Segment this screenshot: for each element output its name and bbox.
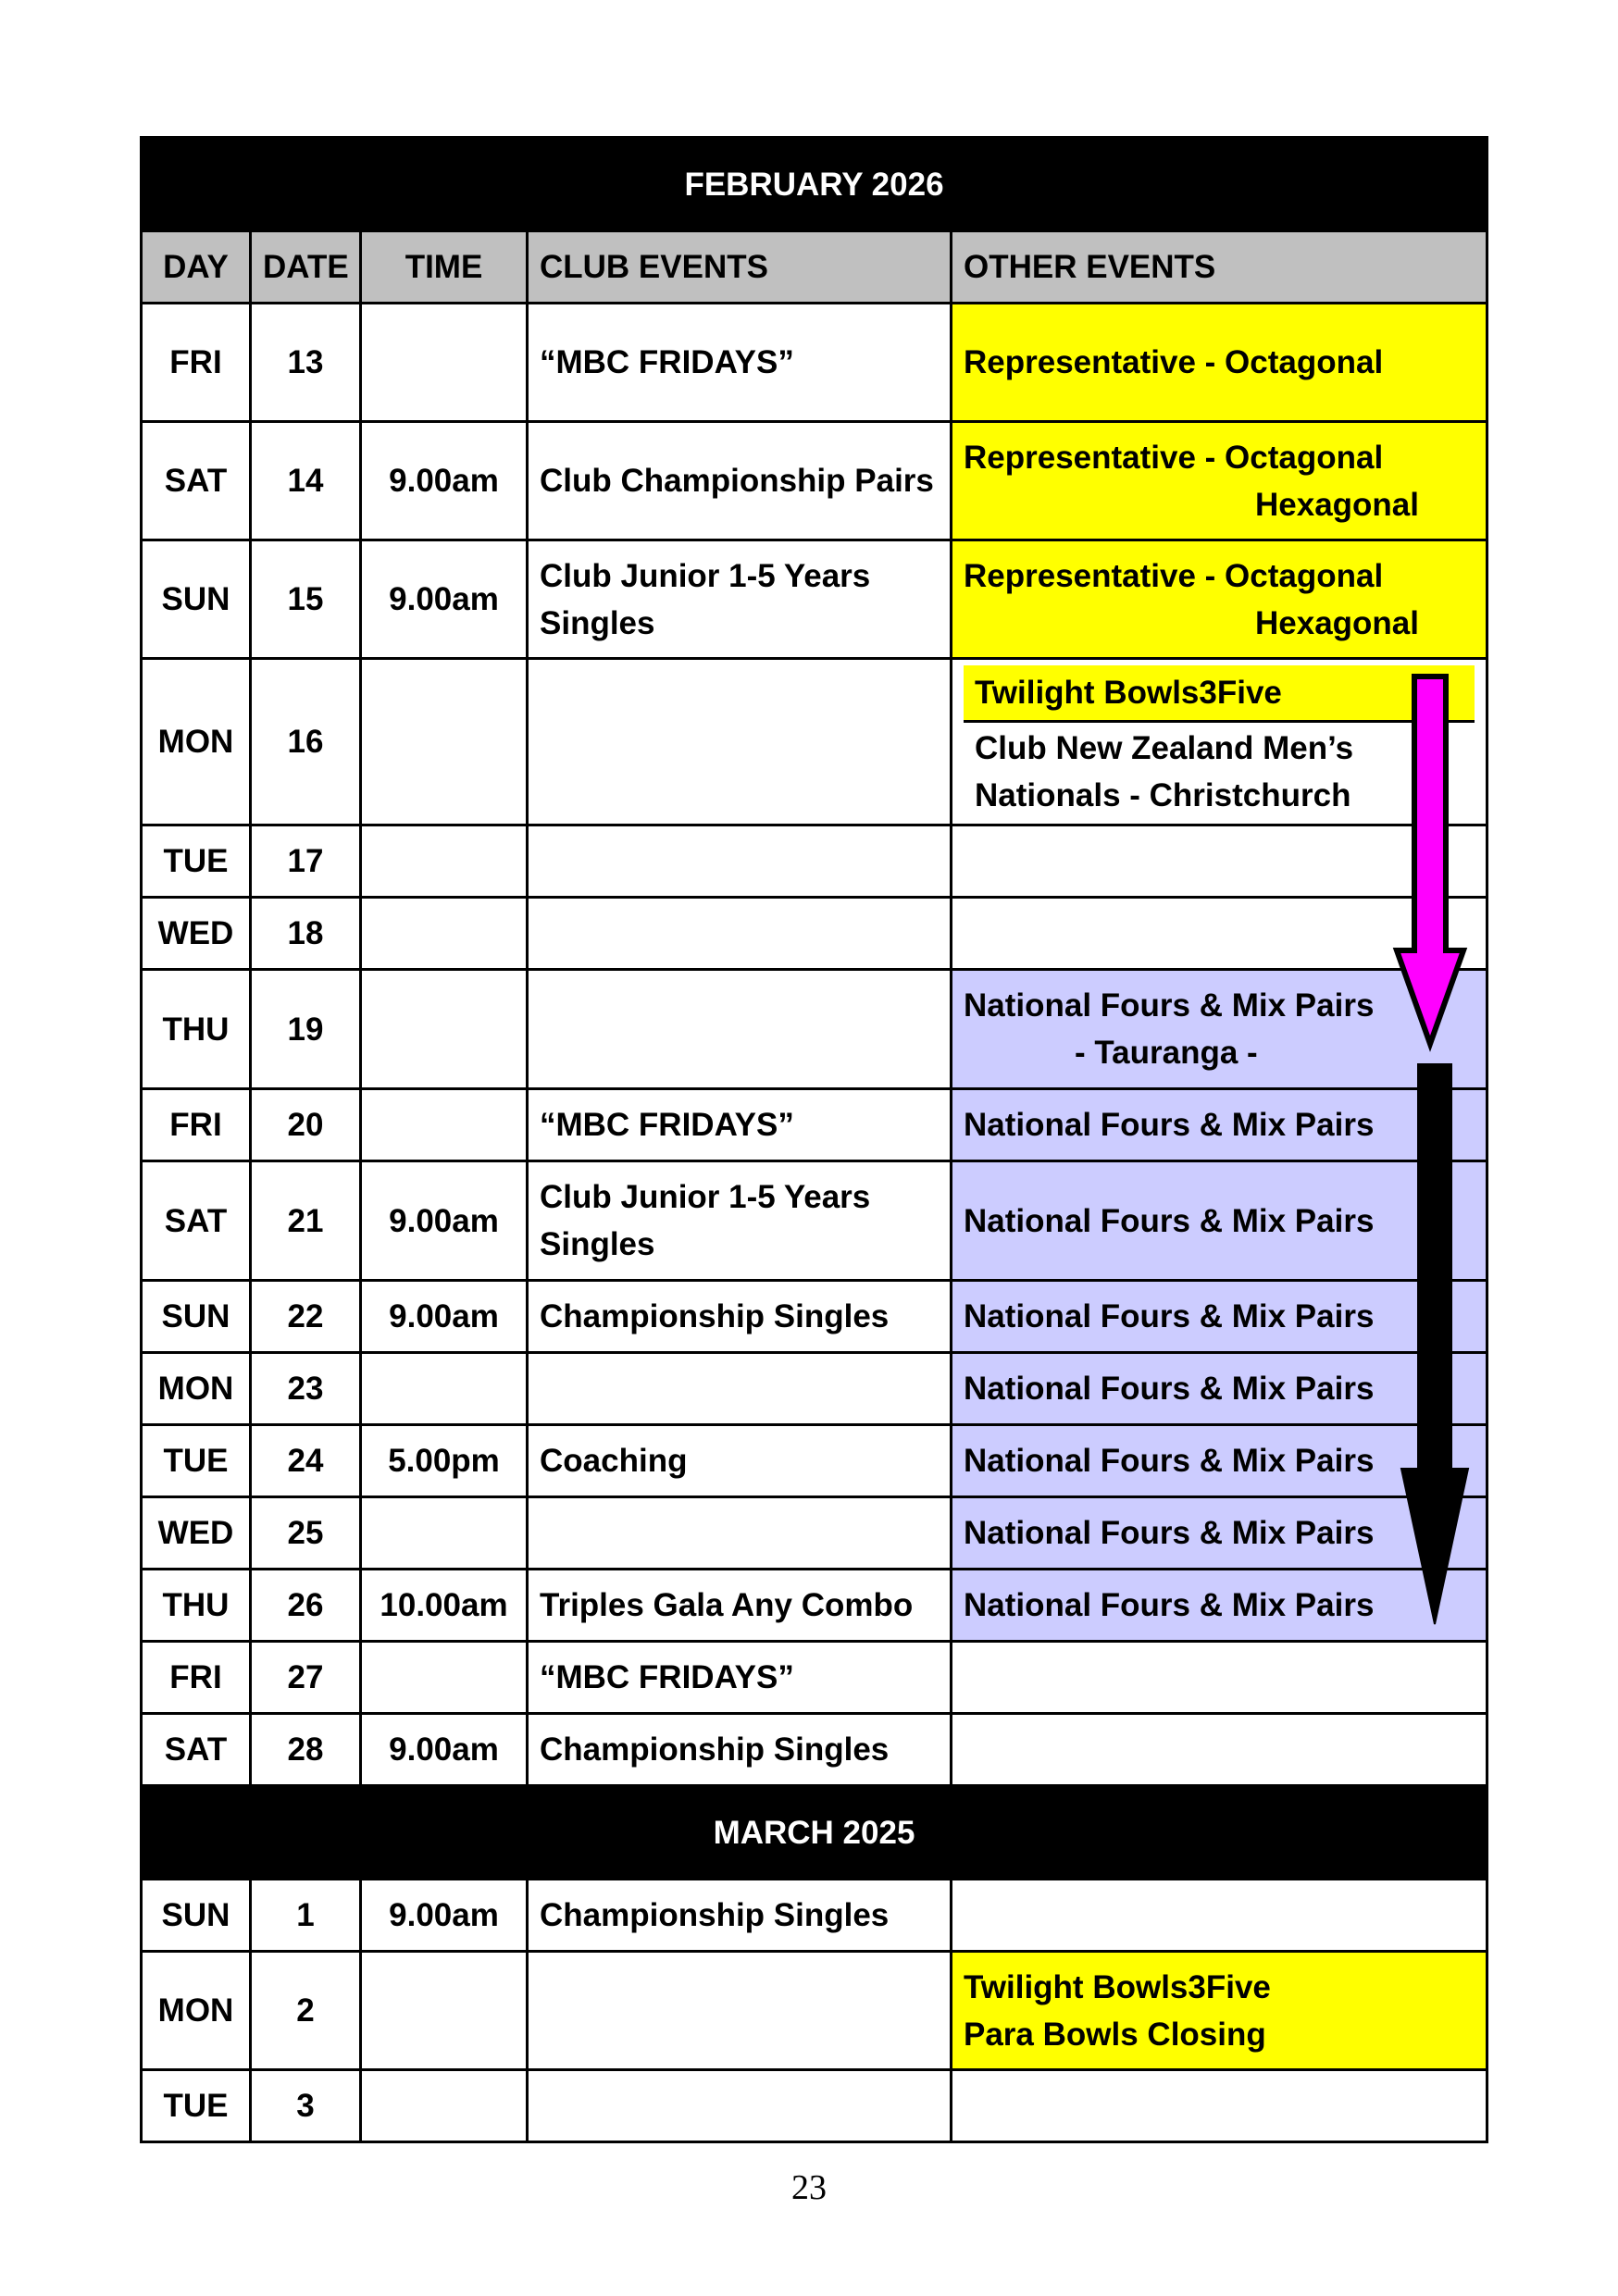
time-cell: 9.00am <box>361 1281 528 1353</box>
day-cell: WED <box>142 898 251 970</box>
time-cell: 9.00am <box>361 540 528 659</box>
table-row <box>142 970 1487 1089</box>
date-cell: 13 <box>251 304 361 422</box>
table-row <box>142 1089 1487 1161</box>
time-cell <box>361 898 528 970</box>
month-header-february <box>142 138 1487 231</box>
other-event-cell <box>952 1952 1487 2070</box>
table-row <box>142 422 1487 540</box>
time-cell <box>361 1353 528 1425</box>
date-cell: 24 <box>251 1425 361 1497</box>
day-cell: MON <box>142 659 251 825</box>
date-cell: 19 <box>251 970 361 1089</box>
table-row <box>142 1714 1487 1786</box>
club-event-cell: Championship Singles <box>528 1281 952 1353</box>
date-cell: 3 <box>251 2070 361 2142</box>
month-title: MARCH 2025 <box>142 1786 1487 1880</box>
other-event-line: Representative - Octagonal <box>964 557 1384 594</box>
time-cell <box>361 1952 528 2070</box>
date-cell: 14 <box>251 422 361 540</box>
table-row <box>142 1281 1487 1353</box>
date-cell: 25 <box>251 1497 361 1570</box>
table-row <box>142 898 1487 970</box>
day-cell: SUN <box>142 1281 251 1353</box>
time-cell: 9.00am <box>361 1880 528 1952</box>
day-cell: FRI <box>142 1089 251 1161</box>
other-event-line: National Fours & Mix Pairs <box>964 987 1375 1024</box>
page-number: 23 <box>791 2168 827 2207</box>
date-cell: 26 <box>251 1570 361 1642</box>
table-row <box>142 1497 1487 1570</box>
table-row <box>142 659 1487 825</box>
time-cell <box>361 970 528 1089</box>
club-event-cell <box>528 1952 952 2070</box>
table-row <box>142 304 1487 422</box>
other-event-line: Hexagonal <box>1255 604 1419 641</box>
time-cell: 9.00am <box>361 1714 528 1786</box>
day-cell: TUE <box>142 825 251 898</box>
other-event-cell: National Fours & Mix Pairs <box>952 1281 1487 1353</box>
other-event-cell <box>952 540 1487 659</box>
day-cell: WED <box>142 1497 251 1570</box>
date-cell: 27 <box>251 1642 361 1714</box>
day-cell: MON <box>142 1353 251 1425</box>
table-row <box>142 1353 1487 1425</box>
date-cell: 21 <box>251 1161 361 1281</box>
date-cell: 20 <box>251 1089 361 1161</box>
table-row <box>142 1425 1487 1497</box>
table-row <box>142 1642 1487 1714</box>
club-event-cell: “MBC FRIDAYS” <box>528 1642 952 1714</box>
other-event-cell: National Fours & Mix Pairs <box>952 1425 1487 1497</box>
other-event-cell <box>952 659 1487 825</box>
day-cell: TUE <box>142 1425 251 1497</box>
table-row <box>142 1952 1487 2070</box>
other-event-cell <box>952 898 1487 970</box>
club-event-cell <box>528 825 952 898</box>
other-event-highlight: Twilight Bowls3Five <box>964 665 1475 723</box>
date-cell: 15 <box>251 540 361 659</box>
club-event-cell: Championship Singles <box>528 1880 952 1952</box>
day-cell: SUN <box>142 540 251 659</box>
time-cell <box>361 2070 528 2142</box>
date-cell: 1 <box>251 1880 361 1952</box>
other-event-cell <box>952 2070 1487 2142</box>
club-event-cell: Triples Gala Any Combo <box>528 1570 952 1642</box>
date-cell: 18 <box>251 898 361 970</box>
column-header-row <box>142 231 1487 304</box>
date-cell: 28 <box>251 1714 361 1786</box>
date-cell: 2 <box>251 1952 361 2070</box>
day-cell: SAT <box>142 422 251 540</box>
club-event-cell <box>528 1497 952 1570</box>
day-cell: SAT <box>142 1714 251 1786</box>
time-cell <box>361 1497 528 1570</box>
events-calendar-table <box>140 136 1488 2143</box>
time-cell: 9.00am <box>361 422 528 540</box>
other-event-line: Twilight Bowls3Five <box>964 1968 1271 2005</box>
time-cell: 5.00pm <box>361 1425 528 1497</box>
other-event-cell: National Fours & Mix Pairs <box>952 1353 1487 1425</box>
date-cell: 23 <box>251 1353 361 1425</box>
other-event-cell <box>952 422 1487 540</box>
other-event-cell: National Fours & Mix Pairs <box>952 1497 1487 1570</box>
table-row <box>142 1570 1487 1642</box>
other-events-column-header: OTHER EVENTS <box>952 231 1487 304</box>
club-event-cell: Club Junior 1-5 Years Singles <box>528 1161 952 1281</box>
day-cell: SAT <box>142 1161 251 1281</box>
table-row <box>142 1161 1487 1281</box>
club-event-cell: Club Junior 1-5 Years Singles <box>528 540 952 659</box>
club-event-cell: “MBC FRIDAYS” <box>528 304 952 422</box>
table-row <box>142 1880 1487 1952</box>
club-event-cell: Coaching <box>528 1425 952 1497</box>
time-column-header: TIME <box>361 231 528 304</box>
club-event-cell <box>528 970 952 1089</box>
time-cell: 10.00am <box>361 1570 528 1642</box>
club-event-cell: Championship Singles <box>528 1714 952 1786</box>
other-event-cell: Representative - Octagonal <box>952 304 1487 422</box>
day-cell: TUE <box>142 2070 251 2142</box>
club-events-column-header: CLUB EVENTS <box>528 231 952 304</box>
month-title: FEBRUARY 2026 <box>142 138 1487 231</box>
date-cell: 16 <box>251 659 361 825</box>
club-event-cell <box>528 2070 952 2142</box>
table-row <box>142 825 1487 898</box>
time-cell <box>361 304 528 422</box>
other-event-line: Hexagonal <box>1255 486 1419 523</box>
table-row <box>142 2070 1487 2142</box>
other-event-cell <box>952 1880 1487 1952</box>
other-event-cell: National Fours & Mix Pairs <box>952 1161 1487 1281</box>
club-event-cell: Club Championship Pairs <box>528 422 952 540</box>
club-event-cell <box>528 1353 952 1425</box>
club-event-cell <box>528 898 952 970</box>
other-event-line: - Tauranga - <box>1075 1035 1258 1071</box>
other-event-line: Representative - Octagonal <box>964 439 1384 476</box>
date-column-header: DATE <box>251 231 361 304</box>
day-cell: THU <box>142 1570 251 1642</box>
other-event-line: Para Bowls Closing <box>964 2016 1266 2053</box>
day-cell: FRI <box>142 1642 251 1714</box>
other-event-cell: National Fours & Mix Pairs <box>952 1570 1487 1642</box>
other-event-line: Club New Zealand Men’s Nationals - Christchurch <box>975 729 1354 813</box>
day-column-header: DAY <box>142 231 251 304</box>
club-event-cell: “MBC FRIDAYS” <box>528 1089 952 1161</box>
date-cell: 22 <box>251 1281 361 1353</box>
date-cell: 17 <box>251 825 361 898</box>
other-event-cell <box>952 825 1487 898</box>
club-event-cell <box>528 659 952 825</box>
month-header-march <box>142 1786 1487 1880</box>
time-cell <box>361 1089 528 1161</box>
other-event-cell: National Fours & Mix Pairs <box>952 1089 1487 1161</box>
table-row <box>142 540 1487 659</box>
time-cell <box>361 1642 528 1714</box>
other-event-cell <box>952 1642 1487 1714</box>
time-cell: 9.00am <box>361 1161 528 1281</box>
time-cell <box>361 659 528 825</box>
time-cell <box>361 825 528 898</box>
day-cell: FRI <box>142 304 251 422</box>
day-cell: THU <box>142 970 251 1089</box>
day-cell: MON <box>142 1952 251 2070</box>
day-cell: SUN <box>142 1880 251 1952</box>
other-event-cell <box>952 970 1487 1089</box>
other-event-cell <box>952 1714 1487 1786</box>
